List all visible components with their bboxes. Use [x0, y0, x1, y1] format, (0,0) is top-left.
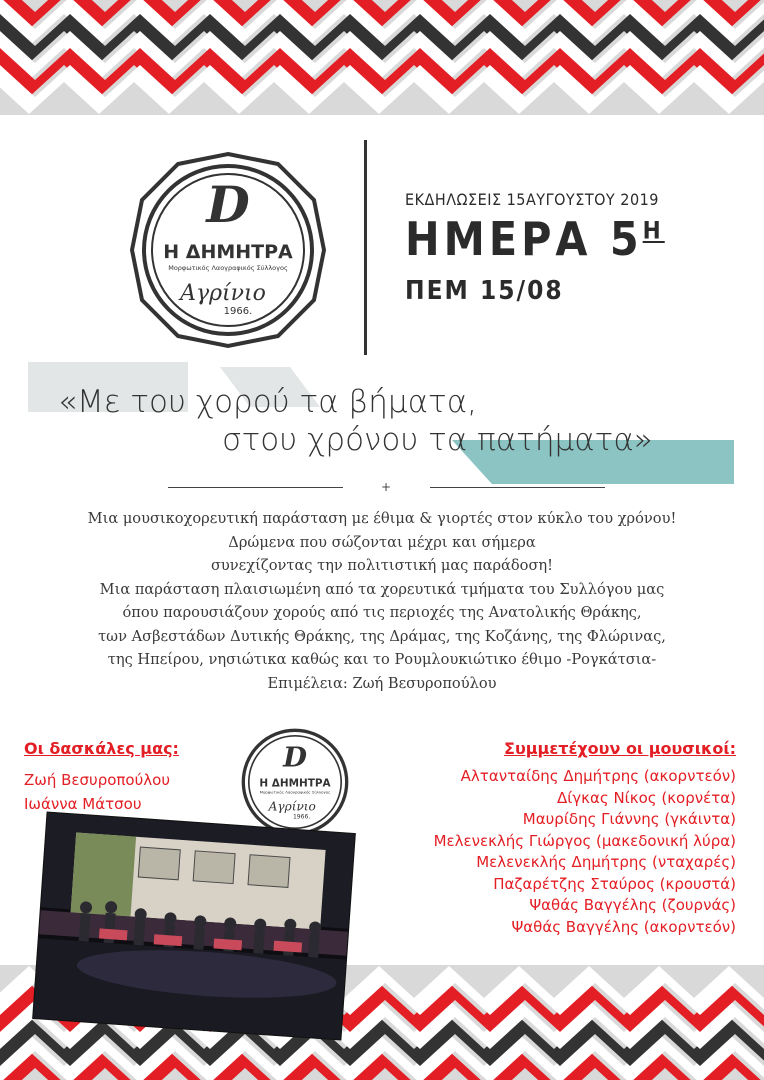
description-line: Επιμέλεια: Ζωή Βεσυροπούλου: [267, 674, 497, 692]
teacher-name: Ιωάννα Μάτσου: [24, 795, 142, 813]
musician-name: Μελενεκλής Δημήτρης (νταχαρές): [476, 853, 736, 871]
musician-name: Αλτανταίδης Δημήτρης (ακορντεόν): [460, 767, 736, 785]
event-title: ΕΚΔΗΛΩΣΕΙΣ 15ΑΥΓΟΥΣΤΟΥ 2019: [405, 190, 659, 209]
teachers-list: [24, 768, 170, 816]
day-title: [405, 212, 665, 266]
description-line: Μια μουσικοχορευτική παράσταση με έθιμα & γιορτές στον κύκλο του χρόνου!: [87, 510, 677, 527]
musician-name: Παζαρέτζης Σταύρος (κρουστά): [493, 874, 736, 893]
description-line: Μια παράσταση πλαισιωμένη από τα χορευτικά τμήματα του Συλλόγου μας: [99, 580, 665, 598]
stage-scene: [33, 813, 355, 1040]
musicians-title: Συμμετέχουν οι μουσικοί:: [504, 739, 736, 758]
description-line: της Ηπείρου, νησιώτικα καθώς και το Ρουμλουκιώτικο έθιμο -Ρογκάτσια-: [107, 651, 657, 668]
description: [0, 507, 764, 695]
stage-photo: [33, 813, 355, 1040]
logo-initial: D: [206, 175, 250, 234]
logo-year: 1966.: [292, 813, 311, 821]
logo-place: Αγρίνιο: [268, 799, 316, 814]
musician-name: Μαυρίδης Γιάννης (γκάιντα): [522, 810, 736, 828]
divider-right: [430, 487, 605, 488]
club-logo-small: [240, 727, 350, 837]
quote-line-1: «Με του χορού τα βήματα,: [58, 384, 477, 420]
day-suffix: Η: [642, 216, 665, 245]
description-line: όπου παρουσιάζουν χορούς από τις περιοχές της Ανατολικής Θράκης,: [122, 604, 642, 621]
logo-initial: D: [283, 741, 307, 774]
logo-subtitle: Μορφωτικός Λαογραφικός Σύλλογος: [259, 789, 331, 795]
description-line: των Ασβεστάδων Δυτικής Θράκης, της Δράμας, της Κοζάνης, της Φλώρινας,: [98, 627, 666, 645]
divider-left: [168, 487, 343, 488]
divider-plus: +: [381, 480, 392, 494]
date-title: ΠΕΜ 15/08: [405, 276, 564, 306]
description-line: Δρώμενα που σώζονται μέχρι και σήμερα: [228, 533, 536, 551]
teacher-name: Ζωή Βεσυροπούλου: [24, 771, 171, 789]
quote-line-2: στου χρόνου τα πατήματα»: [222, 422, 653, 458]
logo-name: Η ΔΗΜΗΤΡΑ: [259, 777, 331, 790]
day-label: ΗΜΕΡΑ 5: [405, 212, 643, 266]
musician-name: Ψαθάς Βαγγέλης (ακορντεόν): [511, 917, 736, 936]
logo-place: Αγρίνιο: [180, 281, 266, 306]
club-logo: [128, 150, 328, 350]
musicians-list: [434, 766, 736, 938]
logo-subtitle: Μορφωτικός Λαογραφικός Σύλλογος: [168, 264, 288, 272]
musician-name: Μελενεκλής Γιώργος (μακεδονική λύρα): [433, 831, 736, 850]
logo-year: 1966.: [223, 306, 253, 317]
description-line: συνεχίζοντας την πολιτιστική μας παράδοση!: [210, 557, 554, 574]
teachers-title: Οι δασκάλες μας:: [24, 739, 179, 758]
musician-name: Δίγκας Νίκος (κορνέτα): [556, 788, 736, 807]
musician-name: Ψαθάς Βαγγέλης (ζουρνάς): [529, 896, 736, 914]
header-divider: [364, 140, 367, 355]
zigzag-pattern-top: [0, 0, 764, 115]
logo-name: Η ΔΗΜΗΤΡΑ: [163, 241, 293, 263]
